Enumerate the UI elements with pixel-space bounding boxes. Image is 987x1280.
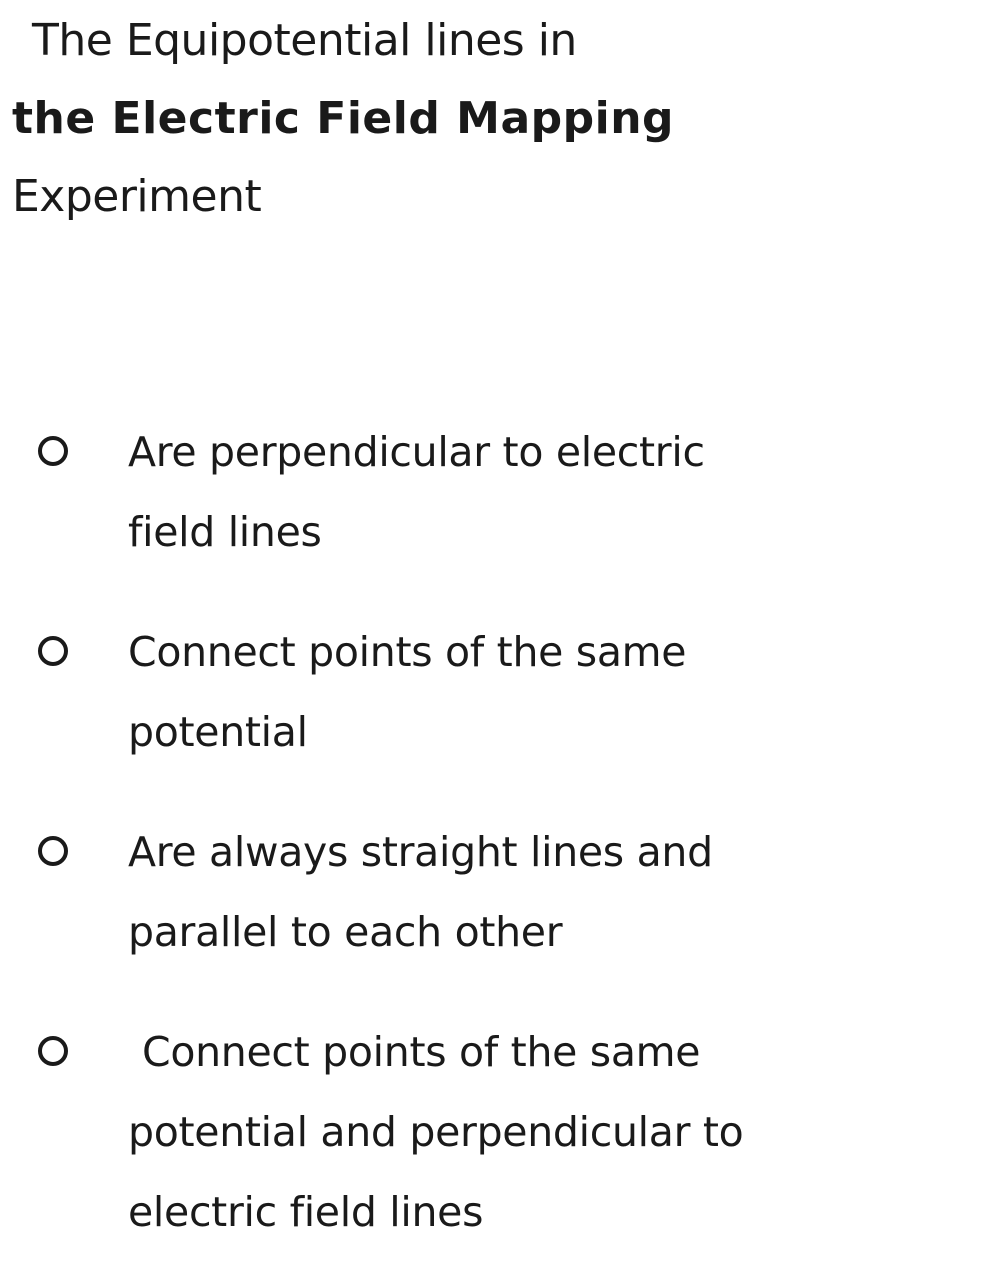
option-label-line: Are perpendicular to electric: [128, 428, 705, 476]
option-label-line: parallel to each other: [128, 908, 563, 956]
question-line: The Equipotential lines in: [32, 15, 577, 66]
option-label-line: Connect points of the same: [128, 628, 687, 676]
radio-button[interactable]: [38, 436, 68, 466]
option-label-line: potential: [128, 708, 308, 756]
option-label: [128, 812, 978, 972]
option-label: [128, 1012, 978, 1252]
radio-button[interactable]: [38, 1036, 68, 1066]
option-label: [128, 612, 978, 772]
option-label-line: Are always straight lines and: [128, 828, 713, 876]
option-label-line: electric field lines: [128, 1188, 484, 1236]
radio-button[interactable]: [38, 636, 68, 666]
option-label-line: Connect points of the same: [142, 1028, 701, 1076]
option-label-line: field lines: [128, 508, 322, 556]
radio-button[interactable]: [38, 836, 68, 866]
option-label: [128, 412, 978, 572]
question-line: Experiment: [12, 171, 262, 222]
option-label-line: potential and perpendicular to: [128, 1108, 744, 1156]
question-line: the Electric Field Mapping: [12, 93, 675, 144]
